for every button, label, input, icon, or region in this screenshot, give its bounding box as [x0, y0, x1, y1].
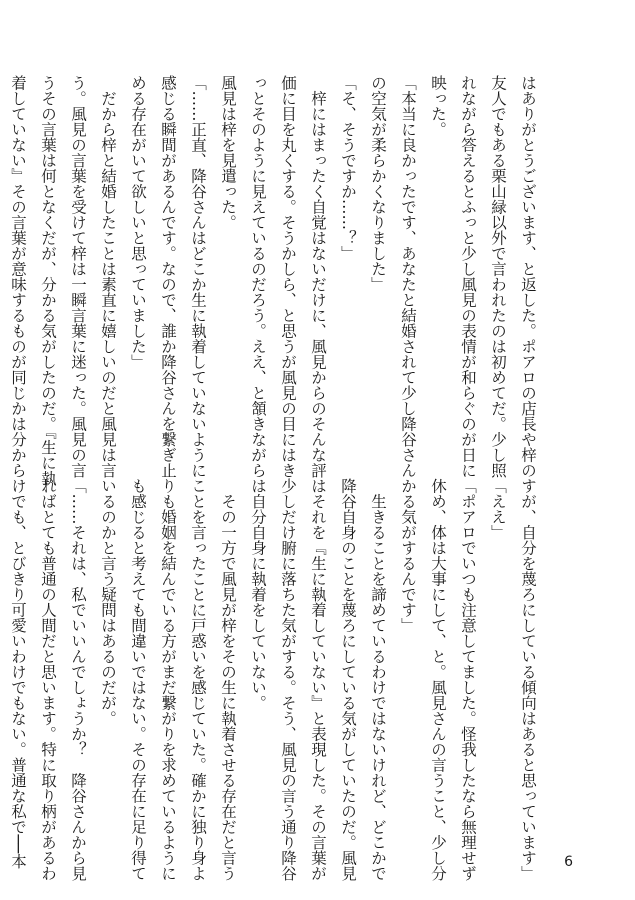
text-line: める存在がいて欲しいと思っていました」 — [129, 75, 147, 370]
text-line: 「……それは、私でいいんでしょうか？ 降谷さんから見 — [69, 478, 87, 881]
text-line: は自分自身に執着をしていない。 — [249, 478, 267, 711]
text-line: うその言葉は何となくだが、分かる気がしたのだ。『生に執 — [39, 75, 57, 486]
text-line: いるのかと言う疑問はあるのだが。 — [99, 478, 117, 726]
text-line: 映った。 — [429, 75, 447, 137]
text-line: 梓にはまったく自覚はないだけに、風見からのそんな評 — [309, 75, 327, 478]
text-line: 生きることを諦めているわけではないけれど、どこかで — [369, 478, 387, 881]
text-line: れながら答えるとふっと少し風見の表情が和らぐのが日に — [459, 75, 477, 478]
text-line: りも婚姻を結んでいる方がまだ繋がりを求めているように — [159, 478, 177, 881]
text-line: 価に目を丸くする。そうかしら、と思うが風見の目にはき — [279, 75, 297, 478]
text-line: 「そ、そうですか……？」 — [339, 75, 357, 261]
text-line: 感じる瞬間があるんです。なので、誰か降谷さんを繋ぎ止 — [159, 75, 177, 478]
text-line: 休め、体は大事にして、と。風見さんの言うこと、少し分 — [429, 478, 447, 881]
text-line: 「本当に良かったです、あなたと結婚されて少し降谷さん — [399, 75, 417, 478]
text-line: 「……正直、降谷さんはどこか生に執着していないように — [189, 75, 207, 478]
text-line: っとそのように見えているのだろう。ええ、と頷きながら — [249, 75, 267, 478]
text-line — [0, 75, 3, 440]
text-line: の空気が柔らかくなりました」 — [369, 75, 387, 292]
text-line: 「ええ」 — [489, 478, 507, 540]
text-line: けでも、とびきり可愛いわけでもない。普通な私で──本 — [9, 478, 27, 869]
text-line: も感じると考えても間違いではない。その存在に足り得て — [129, 478, 147, 881]
text-line: はそれを『生に執着していない』と表現した。その言葉が — [309, 478, 327, 881]
text-line: 少しだけ腑に落ちた気がする。そう、風見の言う通り降谷 — [279, 478, 297, 881]
text-line: 風見は梓を見遣った。 — [219, 75, 237, 230]
text-line: 友人でもある栗山緑以外で言われたのは初めてだ。少し照 — [489, 75, 507, 478]
text-line: かる気がするんです」 — [399, 478, 417, 633]
text-line: 着していない』その言葉が意味するものが同じかは分から — [9, 75, 27, 478]
text-line: 「ポアロでいつも注意してました。怪我したなら無理せず — [459, 478, 477, 881]
text-line: はありがとうございます、と返した。ポアロの店長や梓の — [519, 75, 537, 478]
text-line: 降谷自身のことを蔑ろにしている気がしていたのだ。風見 — [339, 478, 357, 881]
text-line: だから梓と結婚したことは素直に嬉しいのだと風見は言 — [99, 75, 117, 478]
text-block-lower — [9, 478, 543, 881]
text-line: すが、自分を蔑ろにしている傾向はあると思っています」 — [519, 478, 537, 881]
text-line: う。風見の言葉を受けて梓は一瞬言葉に迷った。風見の言 — [69, 75, 87, 478]
text-line: その一方で風見が梓をその生に執着させる存在だと言う — [219, 478, 237, 881]
text-block-upper — [9, 75, 543, 486]
text-line: ことを言ったことに戸惑いを感じていた。確かに独り身よ — [189, 478, 207, 881]
page-number: 6 — [564, 854, 573, 870]
text-line: ればとても普通の人間だと思います。特に取り柄があるわ — [39, 478, 57, 881]
